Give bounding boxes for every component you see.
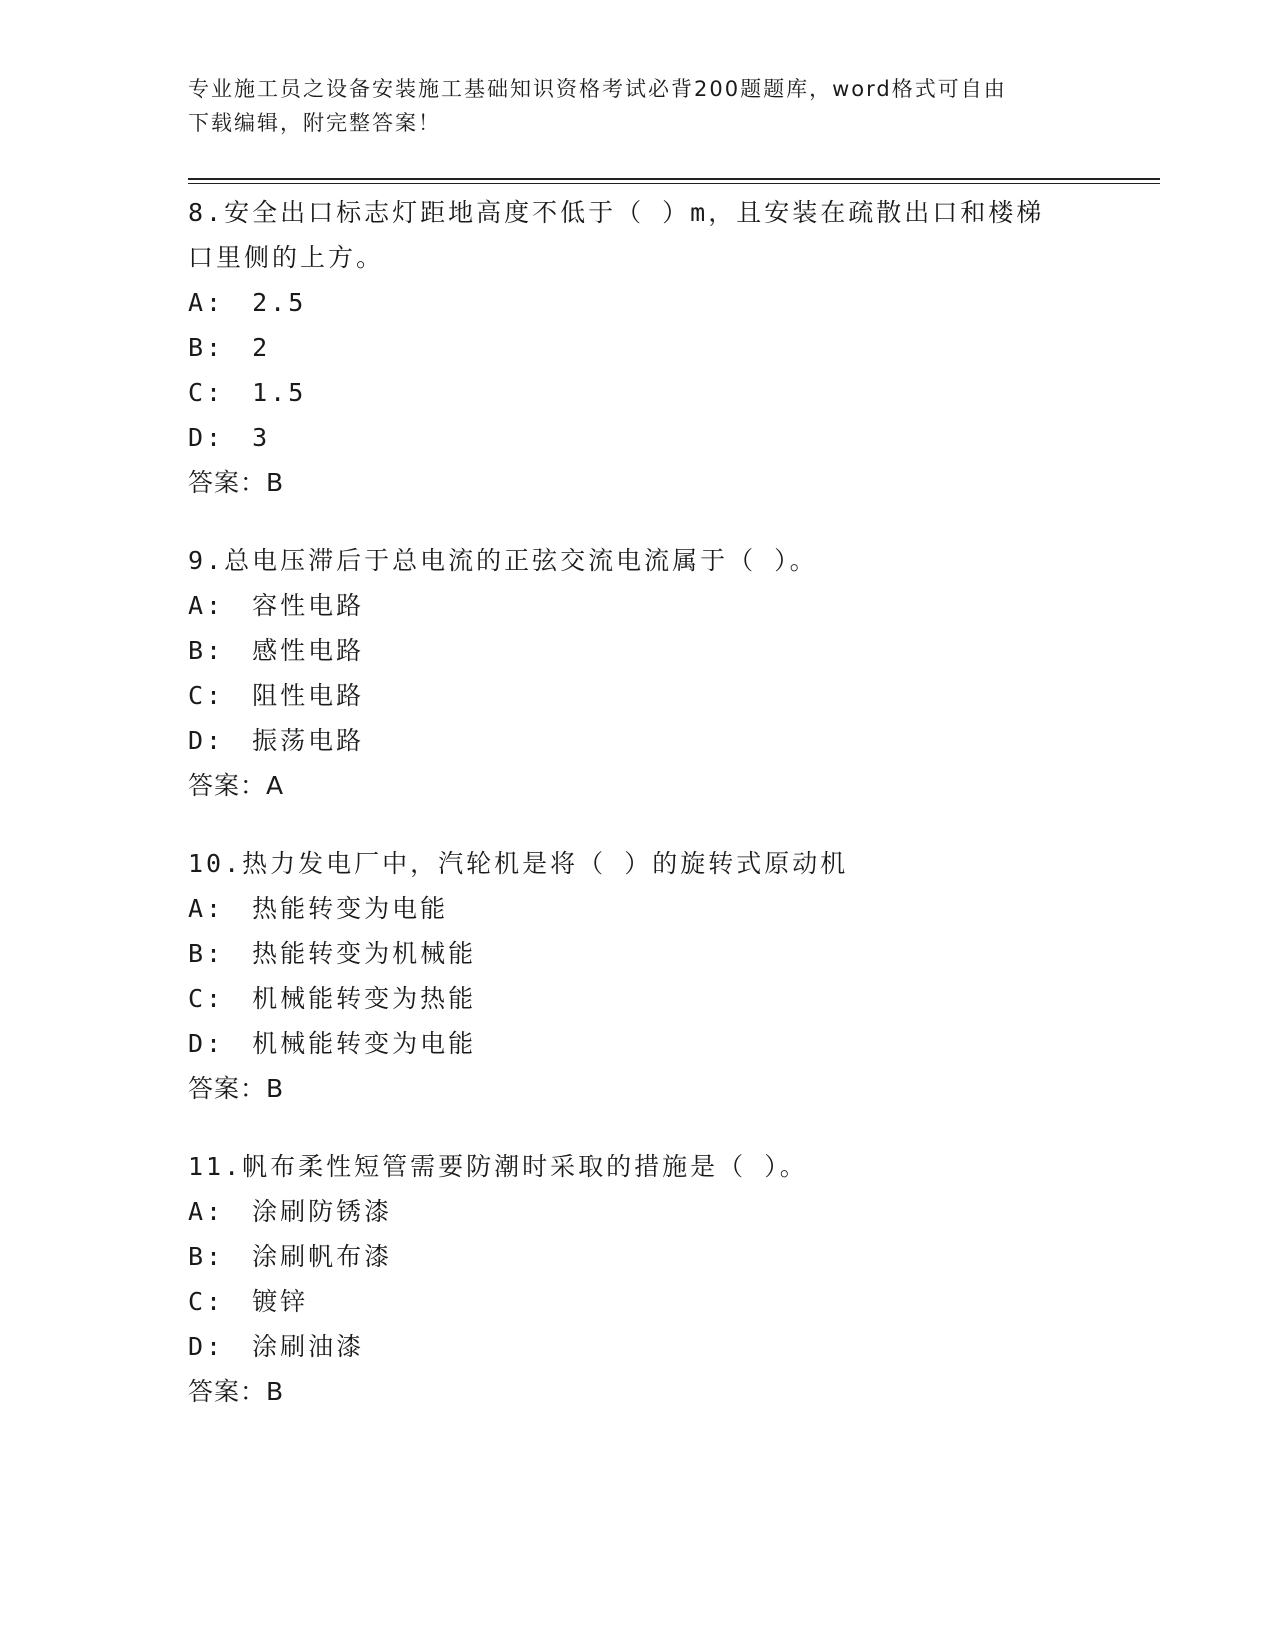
option-key: C:	[188, 1287, 225, 1316]
question-11	[188, 1144, 1088, 1414]
option-a	[188, 280, 1088, 325]
answer-line: 答案：B	[188, 1377, 285, 1406]
option-key: D:	[188, 726, 225, 755]
option-text: 热能转变为电能	[252, 894, 449, 923]
header-divider-thin	[188, 183, 1160, 184]
option-text: 3	[252, 423, 271, 452]
question-text	[188, 1144, 1088, 1189]
option-key: B:	[188, 636, 225, 665]
header-divider-thick	[188, 178, 1160, 180]
option-key: A:	[188, 591, 225, 620]
question-text-line: 口里侧的上方。	[188, 243, 385, 272]
header-line-1: 专业施工员之设备安装施工基础知识资格考试必背200题题库，word格式可自由	[188, 77, 1007, 101]
option-text: 热能转变为机械能	[252, 939, 477, 968]
option-a	[188, 886, 1088, 931]
option-text: 1.5	[252, 378, 307, 407]
option-c	[188, 673, 1088, 718]
option-text: 容性电路	[252, 591, 365, 620]
option-c	[188, 370, 1088, 415]
option-d	[188, 1021, 1088, 1066]
option-c	[188, 1279, 1088, 1324]
header-line-2: 下载编辑，附完整答案！	[188, 111, 441, 135]
option-key: C:	[188, 378, 225, 407]
question-8	[188, 190, 1088, 505]
option-key: C:	[188, 681, 225, 710]
option-text: 镀锌	[252, 1287, 309, 1316]
option-b	[188, 931, 1088, 976]
question-text	[188, 538, 1088, 583]
question-text	[188, 841, 1088, 886]
option-text: 2	[252, 333, 271, 362]
option-key: D:	[188, 1029, 225, 1058]
option-key: A:	[188, 894, 225, 923]
option-b	[188, 325, 1088, 370]
option-text: 感性电路	[252, 636, 365, 665]
option-key: C:	[188, 984, 225, 1013]
option-d	[188, 415, 1088, 460]
question-text-line: 10.热力发电厂中，汽轮机是将（ ）的旋转式原动机	[188, 849, 849, 878]
option-key: B:	[188, 1242, 225, 1271]
question-9	[188, 538, 1088, 808]
option-text: 涂刷防锈漆	[252, 1197, 393, 1226]
option-key: B:	[188, 333, 225, 362]
option-text: 机械能转变为电能	[252, 1029, 477, 1058]
question-text	[188, 190, 1088, 280]
option-b	[188, 628, 1088, 673]
question-10	[188, 841, 1088, 1111]
option-key: B:	[188, 939, 225, 968]
document-header	[188, 72, 1088, 140]
option-d	[188, 1324, 1088, 1369]
option-text: 阻性电路	[252, 681, 365, 710]
option-a	[188, 1189, 1088, 1234]
answer-line: 答案：A	[188, 771, 285, 800]
option-key: D:	[188, 423, 225, 452]
option-text: 涂刷油漆	[252, 1332, 365, 1361]
option-key: A:	[188, 1197, 225, 1226]
option-text: 2.5	[252, 288, 307, 317]
option-c	[188, 976, 1088, 1021]
option-a	[188, 583, 1088, 628]
option-key: A:	[188, 288, 225, 317]
question-text-line: 11.帆布柔性短管需要防潮时采取的措施是（ ）。	[188, 1152, 808, 1181]
question-list	[188, 190, 1088, 1447]
answer-line: 答案：B	[188, 468, 285, 497]
option-d	[188, 718, 1088, 763]
option-text: 机械能转变为热能	[252, 984, 477, 1013]
answer-line: 答案：B	[188, 1074, 285, 1103]
question-text-line: 8.安全出口标志灯距地高度不低于（ ）m，且安装在疏散出口和楼梯	[188, 198, 1045, 227]
option-b	[188, 1234, 1088, 1279]
option-key: D:	[188, 1332, 225, 1361]
option-text: 振荡电路	[252, 726, 365, 755]
question-text-line: 9.总电压滞后于总电流的正弦交流电流属于（ ）。	[188, 546, 818, 575]
option-text: 涂刷帆布漆	[252, 1242, 393, 1271]
